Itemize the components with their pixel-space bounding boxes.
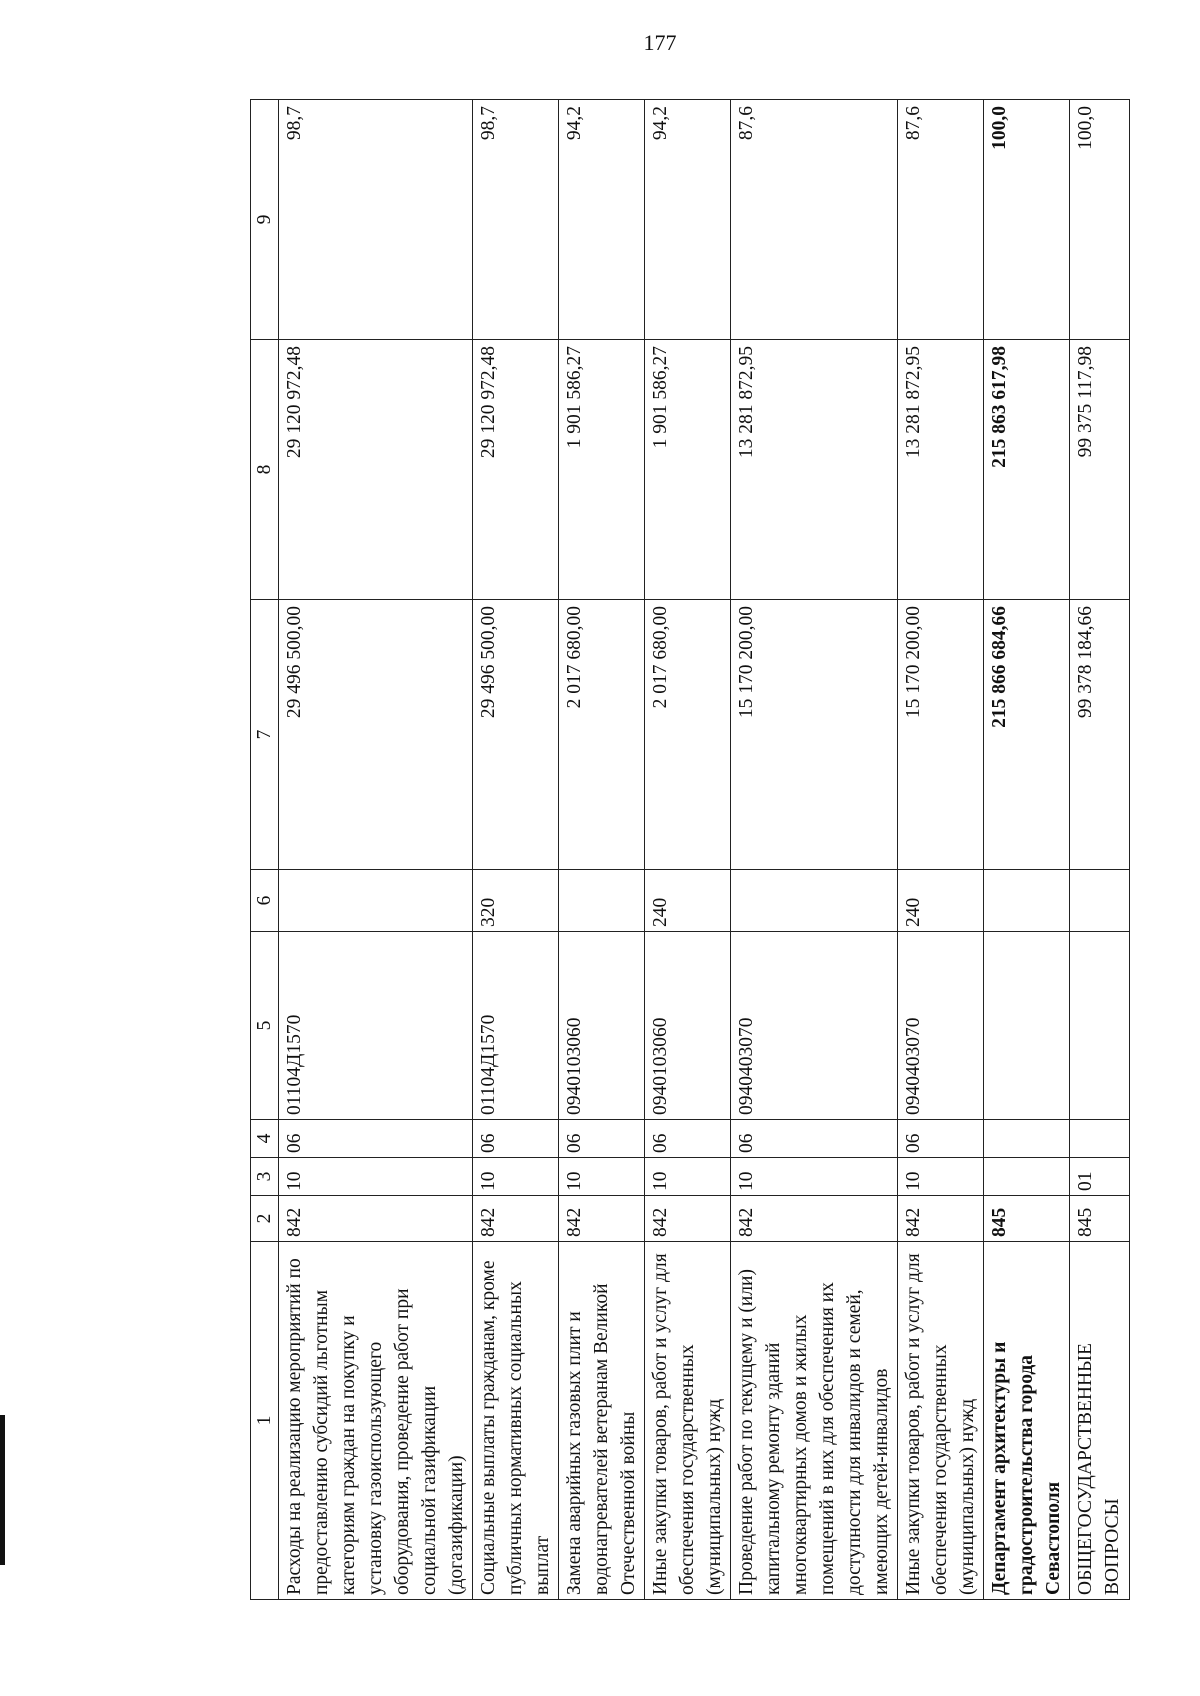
cell-ministry: 845: [984, 1196, 1070, 1242]
cell-ministry: 842: [645, 1196, 731, 1242]
col-header-2: 2: [251, 1196, 279, 1242]
cell-expense-type: 240: [645, 870, 731, 932]
cell-expense-type: [279, 870, 473, 932]
cell-percent: 98,7: [473, 100, 559, 340]
cell-target-article: 0940403070: [898, 932, 984, 1120]
col-header-7: 7: [251, 600, 279, 870]
cell-subsection: 06: [898, 1120, 984, 1158]
table-row: [1070, 100, 1130, 1600]
cell-plan: 99 378 184,66: [1070, 600, 1130, 870]
col-header-8: 8: [251, 340, 279, 600]
cell-plan: 215 866 684,66: [984, 600, 1070, 870]
cell-expense-type: [559, 870, 645, 932]
cell-target-article: 01104Д1570: [279, 932, 473, 1120]
cell-target-article: 0940103060: [559, 932, 645, 1120]
cell-expense-type: [731, 870, 898, 932]
col-header-9: 9: [251, 100, 279, 340]
cell-plan: 2 017 680,00: [645, 600, 731, 870]
row-name: Замена аварийных газовых плит и водонагревателей ветеранам Великой Отечественной войны: [559, 1242, 645, 1600]
cell-plan: 2 017 680,00: [559, 600, 645, 870]
page-number: 177: [643, 30, 677, 55]
cell-actual: 29 120 972,48: [279, 340, 473, 600]
cell-percent: 87,6: [898, 100, 984, 340]
cell-actual: 13 281 872,95: [731, 340, 898, 600]
cell-actual: 1 901 586,27: [559, 340, 645, 600]
cell-ministry: 845: [1070, 1196, 1130, 1242]
cell-percent: 87,6: [731, 100, 898, 340]
cell-target-article: 0940403070: [731, 932, 898, 1120]
cell-actual: 99 375 117,98: [1070, 340, 1130, 600]
cell-percent: 100,0: [984, 100, 1070, 340]
row-name: ОБЩЕГОСУДАРСТВЕННЫЕ ВОПРОСЫ: [1070, 1242, 1130, 1600]
row-name: Расходы на реализацию мероприятий по предоставлению субсидий льготным категориям граждан на покупку и установку газоиспользующего оборудования, проведение работ при социальной газификации (догазификации): [279, 1242, 473, 1600]
header-row: [251, 100, 279, 1600]
cell-plan: 29 496 500,00: [279, 600, 473, 870]
cell-section: 10: [731, 1158, 898, 1196]
col-header-1: 1: [251, 1242, 279, 1600]
cell-section: 10: [645, 1158, 731, 1196]
cell-plan: 15 170 200,00: [731, 600, 898, 870]
cell-section: 10: [473, 1158, 559, 1196]
cell-actual: 215 863 617,98: [984, 340, 1070, 600]
col-header-3: 3: [251, 1158, 279, 1196]
cell-percent: 98,7: [279, 100, 473, 340]
cell-target-article: 01104Д1570: [473, 932, 559, 1120]
cell-expense-type: 320: [473, 870, 559, 932]
cell-actual: 13 281 872,95: [898, 340, 984, 600]
cell-actual: 29 120 972,48: [473, 340, 559, 600]
table-row: [731, 100, 898, 1600]
row-name: Иные закупки товаров, работ и услуг для обеспечения государственных (муниципальных) нужд: [898, 1242, 984, 1600]
cell-subsection: 06: [731, 1120, 898, 1158]
col-header-5: 5: [251, 932, 279, 1120]
cell-subsection: 06: [279, 1120, 473, 1158]
cell-plan: 15 170 200,00: [898, 600, 984, 870]
row-name: Иные закупки товаров, работ и услуг для обеспечения государственных (муниципальных) нужд: [645, 1242, 731, 1600]
cell-subsection: 06: [473, 1120, 559, 1158]
cell-ministry: 842: [279, 1196, 473, 1242]
cell-percent: 100,0: [1070, 100, 1130, 340]
cell-ministry: 842: [473, 1196, 559, 1242]
cell-plan: 29 496 500,00: [473, 600, 559, 870]
col-header-6: 6: [251, 870, 279, 932]
budget-table: [250, 99, 1130, 1600]
cell-percent: 94,2: [559, 100, 645, 340]
table-row: [473, 100, 559, 1600]
cell-percent: 94,2: [645, 100, 731, 340]
row-name: Социальные выплаты гражданам, кроме публичных нормативных социальных выплат: [473, 1242, 559, 1600]
table-row: [279, 100, 473, 1600]
cell-subsection: [1070, 1120, 1130, 1158]
table-row: [645, 100, 731, 1600]
cell-section: 10: [279, 1158, 473, 1196]
cell-subsection: 06: [559, 1120, 645, 1158]
cell-target-article: 0940103060: [645, 932, 731, 1120]
cell-expense-type: 240: [898, 870, 984, 932]
table-row: [898, 100, 984, 1600]
cell-expense-type: [1070, 870, 1130, 932]
cell-target-article: [984, 932, 1070, 1120]
cell-ministry: 842: [731, 1196, 898, 1242]
row-name: Проведение работ по текущему и (или) капитальному ремонту зданий многоквартирных домов и жилых помещений в них для обеспечения их доступности для инвалидов и семей, имеющих детей-инвалидов: [731, 1242, 898, 1600]
cell-section: [984, 1158, 1070, 1196]
margin-mark: [0, 1415, 5, 1565]
cell-subsection: 06: [645, 1120, 731, 1158]
cell-subsection: [984, 1120, 1070, 1158]
cell-section: 01: [1070, 1158, 1130, 1196]
cell-ministry: 842: [559, 1196, 645, 1242]
cell-expense-type: [984, 870, 1070, 932]
cell-section: 10: [559, 1158, 645, 1196]
col-header-4: 4: [251, 1120, 279, 1158]
row-name: Департамент архитектуры и градостроительства города Севастополя: [984, 1242, 1070, 1600]
cell-section: 10: [898, 1158, 984, 1196]
rotated-table-wrapper: [250, 100, 1123, 1600]
table-row: [559, 100, 645, 1600]
cell-ministry: 842: [898, 1196, 984, 1242]
table-row: [984, 100, 1070, 1600]
cell-actual: 1 901 586,27: [645, 340, 731, 600]
cell-target-article: [1070, 932, 1130, 1120]
